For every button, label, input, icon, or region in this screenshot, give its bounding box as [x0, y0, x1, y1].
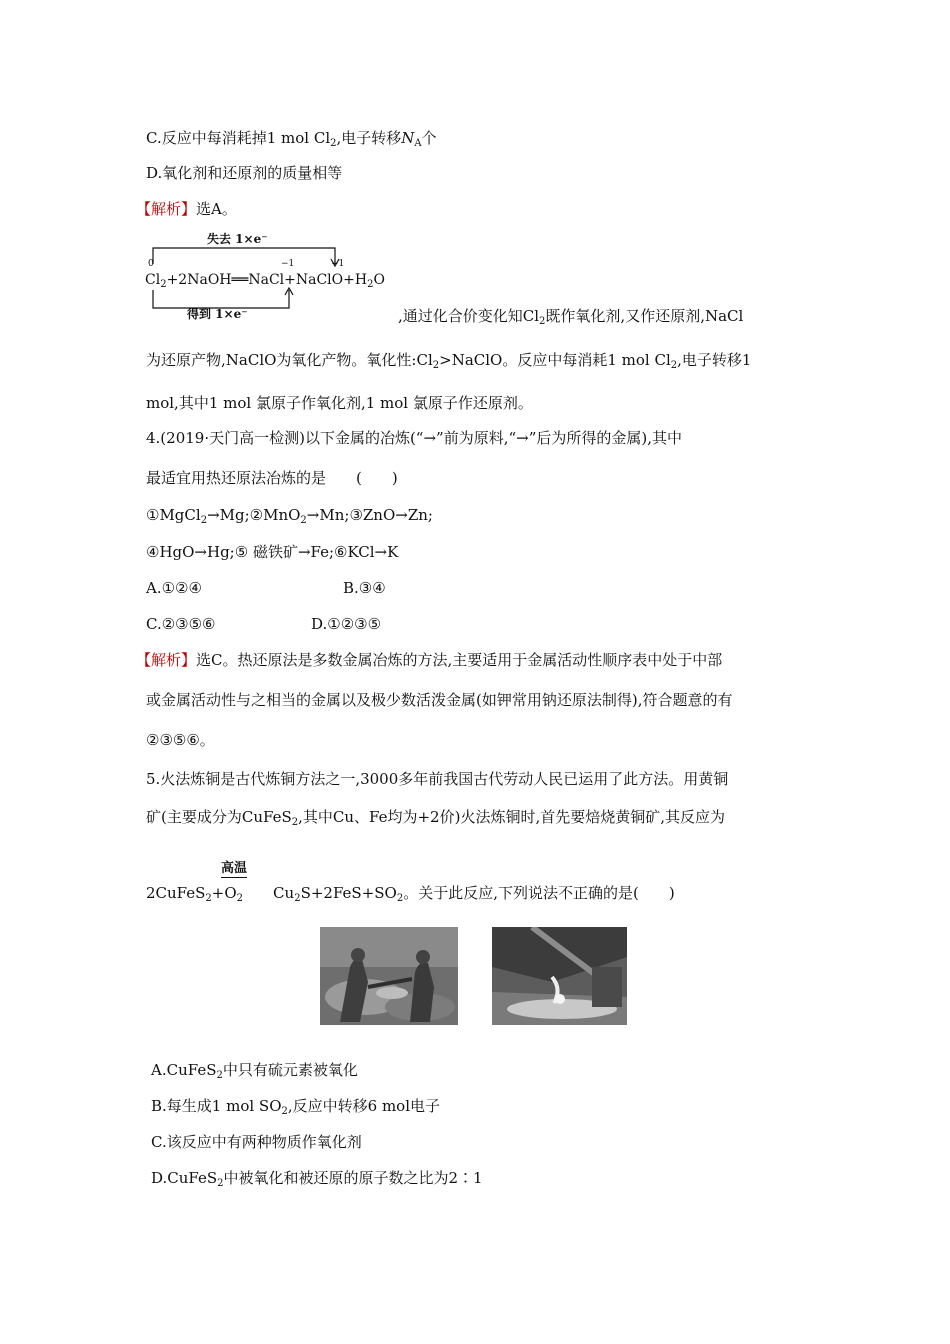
q4-explanation-line3: ②③⑤⑥。 [146, 731, 215, 749]
q4-items-line1: ①MgCl$_2$→Mg;②MnO$_2$→Mn;③ZnO→Zn; [146, 506, 433, 526]
q4-stem-line2: 最适宜用热还原法冶炼的是 ( ) [146, 469, 398, 487]
q4-stem-line1: 4.(2019·天门高一检测)以下金属的冶炼(“→”前为原料,“→”后为所得的金属),其中 [146, 429, 683, 447]
modern-smelting-photo [492, 927, 627, 1025]
q4-option-b: B.③④ [343, 579, 386, 597]
q5-option-b: B.每生成1 mol $SO_2$,反应中转移6 mol电子 [151, 1097, 441, 1117]
q3-explanation-head: 【解析】选A。 [136, 200, 237, 218]
diagram-equation: $Cl_2+2NaOH══NaCl+NaClO+H_2O$ [145, 272, 385, 290]
ox-state-zero: 0 [148, 259, 154, 269]
q4-explanation-line1: 【解析】选C。热还原法是多数金属冶炼的方法,主要适用于金属活动性顺序表中处于中部 [136, 651, 723, 669]
q3-option-d: D.氧化剂和还原剂的质量相等 [146, 164, 343, 182]
reaction-condition: 高温 [221, 861, 248, 876]
gain-electron-label: 得到 1×e⁻ [187, 307, 248, 321]
q3-explanation-line1: ,通过化合价变化知$Cl_2$既作氧化剂,又作还原剂,NaCl [398, 307, 744, 327]
q4-option-c: C.②③⑤⑥ [146, 615, 216, 633]
electron-transfer-diagram [145, 228, 415, 323]
q4-explanation-line2: 或金属活动性与之相当的金属以及极少数活泼金属(如钾常用钠还原法制得),符合题意的有 [146, 691, 733, 709]
q4-option-a: A.①②④ [146, 579, 202, 597]
q3-explanation-line2: 为还原产物,NaClO为氧化产物。氧化性$:Cl_2>NaClO$。反应中每消耗1 mol $Cl_2$,电子转移1 [146, 351, 752, 371]
q5-option-c: C.该反应中有两种物质作氧化剂 [151, 1133, 362, 1151]
q5-option-d: D.CuFeS$_2$中被氧化和被还原的原子数之比为2∶1 [151, 1169, 483, 1189]
lose-electron-label: 失去 1×e⁻ [207, 232, 268, 246]
ox-state-minus-one: −1 [281, 259, 295, 269]
q5-option-a: A.CuFeS$_2$中只有硫元素被氧化 [151, 1061, 358, 1081]
ox-state-plus-one: +1 [331, 259, 345, 269]
q3-option-c: C.反应中每消耗掉1 mol $Cl_2$,电子转移$N_A$个 [146, 129, 437, 149]
q4-option-d: D.①②③⑤ [311, 615, 382, 633]
ancient-smelting-photo [320, 927, 458, 1025]
q5-stem-line1: 5.火法炼铜是古代炼铜方法之一,3000多年前我国古代劳动人民已运用了此方法。用黄铜 [146, 770, 729, 788]
q5-stem-line2: 矿(主要成分为CuFeS$_2$,其中Cu、Fe均为+2价)火法炼铜时,首先要焙烧黄铜矿,其反应为 [146, 808, 725, 828]
q5-equation: $2CuFeS_2+O_2$ $Cu_2S+2FeS+SO_2$。关于此反应,下列说法不正确的是( ) [146, 884, 675, 904]
q3-explanation-line3: mol,其中1 mol 氯原子作氧化剂,1 mol 氯原子作还原剂。 [146, 394, 533, 412]
q4-items-line2: ④HgO→Hg;⑤ 磁铁矿→Fe;⑥KCl→K [146, 543, 399, 561]
